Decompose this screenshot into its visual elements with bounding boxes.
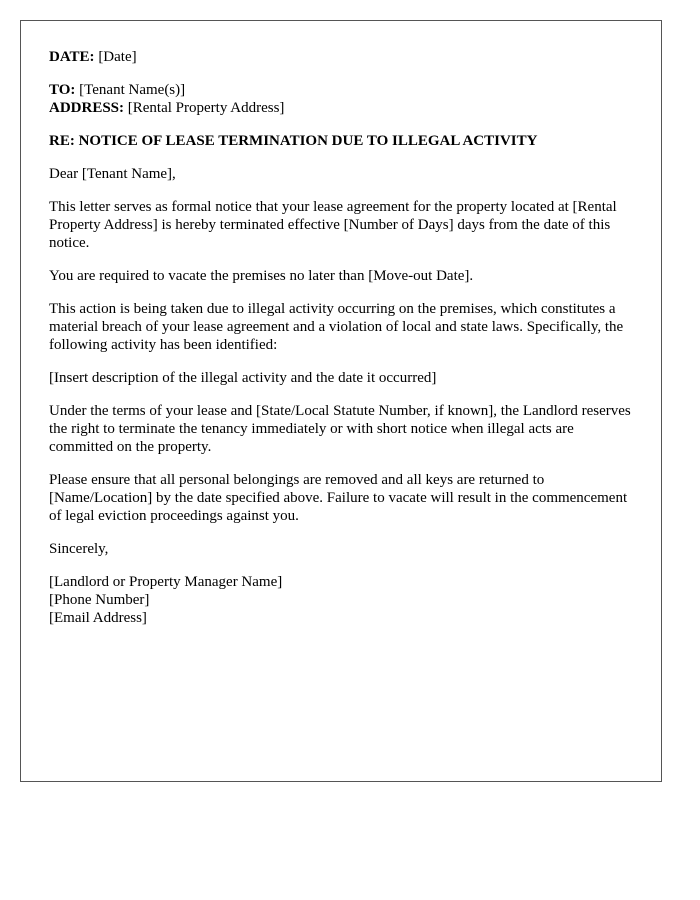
- letter: [20, 20, 662, 782]
- date-line: DATE: [Date]: [49, 49, 137, 65]
- body-paragraph: Under the terms of your lease and [State/Local Statute Number, if known], the Landlord reserves the right to terminate the tenancy immediately or with short notice when illegal acts are committed on the property.: [49, 403, 631, 455]
- body-paragraph: Please ensure that all personal belongings are removed and all keys are returned to [Name/Location] by the date specified above. Failure to vacate will result in the commencement of legal eviction proceedings against you.: [49, 472, 628, 524]
- recipient-block: TO: [Tenant Name(s)] ADDRESS: [Rental Property Address]: [49, 82, 285, 116]
- salutation: Dear [Tenant Name],: [49, 166, 176, 182]
- closing: Sincerely,: [49, 541, 109, 557]
- signature-block: [Landlord or Property Manager Name] [Phone Number] [Email Address]: [49, 574, 283, 626]
- body-paragraph: This letter serves as formal notice that your lease agreement for the property located at [Rental Property Address] is hereby terminated effective [Number of Days] days from the date of this notice.: [49, 199, 617, 251]
- body-paragraph: This action is being taken due to illegal activity occurring on the premises, which constitutes a material breach of your lease agreement and a violation of local and state laws. Specifically, the following activity has been identified:: [49, 301, 624, 353]
- subject-line: RE: NOTICE OF LEASE TERMINATION DUE TO ILLEGAL ACTIVITY: [49, 133, 538, 149]
- body-paragraph: You are required to vacate the premises no later than [Move-out Date].: [49, 268, 474, 284]
- body-paragraph: [Insert description of the illegal activity and the date it occurred]: [49, 370, 437, 386]
